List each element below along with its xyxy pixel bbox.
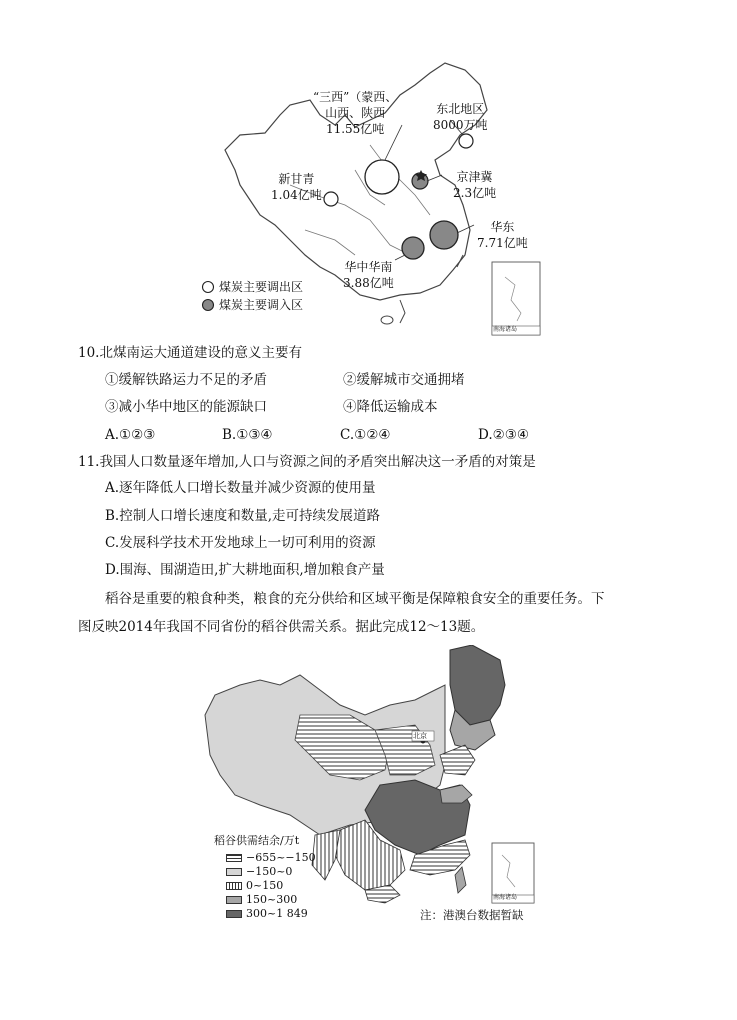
- q10-option-b[interactable]: B.①③④: [222, 427, 273, 443]
- q10-statement-2: ②缓解城市交通拥堵: [343, 372, 465, 388]
- label-jingjinji: 京津冀 2.3亿吨: [453, 170, 497, 200]
- label-sanxi: “三西”（蒙西、 山西、陕西 11.55亿吨: [313, 90, 398, 136]
- q11-option-b[interactable]: B.控制人口增长速度和数量,走可持续发展道路: [105, 508, 381, 524]
- intro-line-1: 稻谷是重要的粮食种类，粮食的充分供给和区域平衡是保障粮食安全的重要任务。下: [105, 591, 605, 607]
- legend-row-2: −150~0: [226, 865, 292, 879]
- legend-in-symbol: [203, 300, 214, 311]
- legend-row-1: −655~−150: [226, 851, 316, 865]
- legend-row-5: 300~1 849: [226, 907, 308, 921]
- inset-label-2: 南海诸岛: [493, 894, 518, 901]
- map-note: 注：港澳台数据暂缺: [420, 908, 524, 922]
- q10-stem: 10.北煤南运大通道建设的意义主要有: [78, 345, 302, 361]
- sanxi-circle: [365, 160, 399, 194]
- xinganqing-circle: [324, 192, 338, 206]
- coal-flow-map: [195, 55, 555, 340]
- dongbei-circle: [459, 134, 473, 148]
- legend-in-label: 煤炭主要调入区: [219, 298, 304, 312]
- legend-swatch-vstripe: [226, 882, 242, 890]
- legend-out-symbol: [203, 282, 214, 293]
- q11-option-c[interactable]: C.发展科学技术开发地球上一切可利用的资源: [105, 535, 376, 551]
- inset-label-1: 南海诸岛: [493, 326, 518, 333]
- q10-statement-4: ④降低运输成本: [343, 399, 438, 415]
- capital-label: 北京: [413, 732, 427, 740]
- legend-row-4: 150~300: [226, 893, 297, 907]
- q10-option-a[interactable]: A.①②③: [105, 427, 156, 443]
- legend-out-label: 煤炭主要调出区: [219, 280, 304, 294]
- legend-row-3: 0~150: [226, 879, 283, 893]
- q11-stem: 11.我国人口数量逐年增加,人口与资源之间的矛盾突出解决这一矛盾的对策是: [78, 454, 536, 470]
- q10-statement-1: ①缓解铁路运力不足的矛盾: [105, 372, 267, 388]
- legend-swatch-mid: [226, 896, 242, 904]
- q11-option-a[interactable]: A.逐年降低人口增长数量并减少资源的使用量: [105, 480, 376, 496]
- q10-option-c[interactable]: C.①②④: [340, 427, 391, 443]
- label-huazhong: 华中华南 3.88亿吨: [343, 260, 394, 290]
- huazhong-circle: [402, 237, 424, 259]
- legend-swatch-dark: [226, 910, 242, 918]
- intro-line-2: 图反映2014年我国不同省份的稻谷供需关系。据此完成12～13题。: [78, 619, 485, 635]
- q11-option-d[interactable]: D.围海、围湖造田,扩大耕地面积,增加粮食产量: [105, 562, 385, 578]
- huadong-circle: [430, 221, 458, 249]
- label-huadong: 华东 7.71亿吨: [477, 220, 528, 250]
- q10-option-d[interactable]: D.②③④: [478, 427, 529, 443]
- legend-swatch-hstripe: [226, 854, 242, 862]
- q10-statement-3: ③减小华中地区的能源缺口: [105, 399, 267, 415]
- label-xinganqing: 新甘青 1.04亿吨: [271, 172, 322, 202]
- rice-supply-map: [200, 645, 540, 930]
- label-dongbei: 东北地区 8000万吨: [433, 102, 488, 132]
- legend-swatch-light: [226, 868, 242, 876]
- legend-title: 稻谷供需结余/万t: [214, 834, 300, 847]
